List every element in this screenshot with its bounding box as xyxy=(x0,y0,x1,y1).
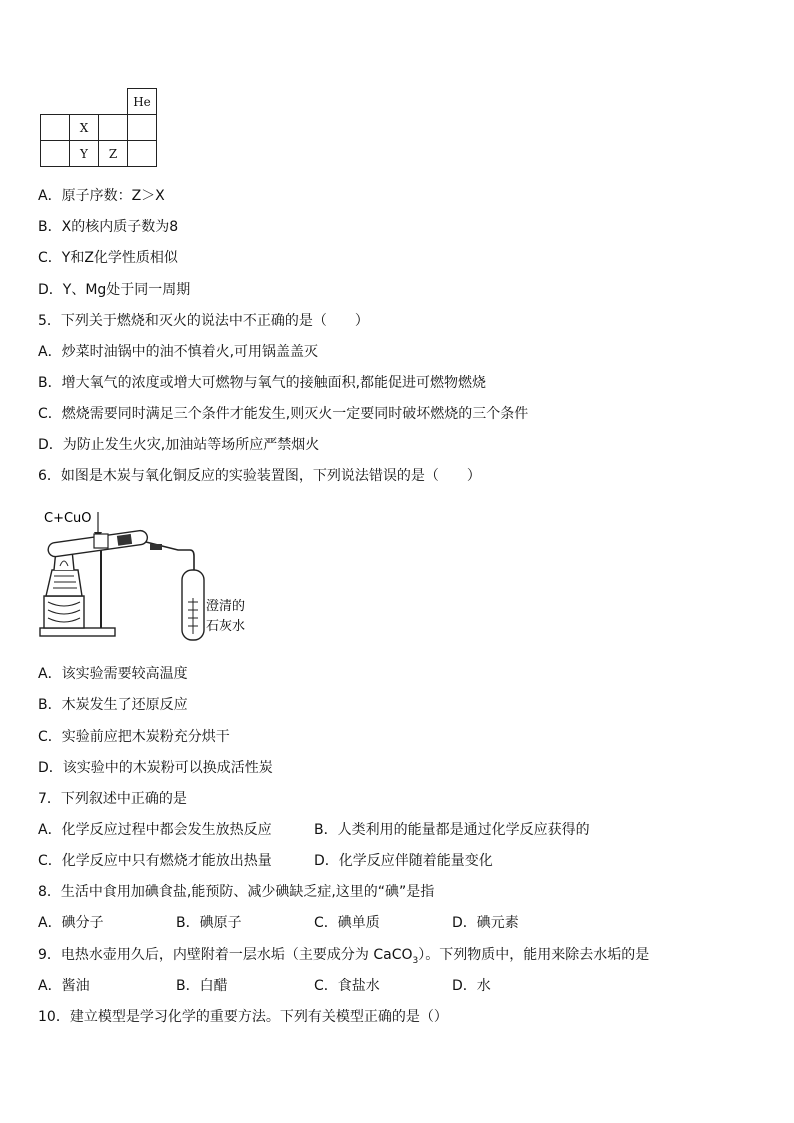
q6-option-c: C．实验前应把木炭粉充分烘干 xyxy=(38,729,230,745)
q9-stem xyxy=(38,946,649,970)
q6-option-a: A．该实验需要较高温度 xyxy=(38,666,188,682)
q10-stem: 10．建立模型是学习化学的重要方法。下列有关模型正确的是（） xyxy=(38,1009,448,1025)
table-cell xyxy=(99,115,128,141)
q6-option-d: D．该实验中的木炭粉可以换成活性炭 xyxy=(38,760,273,776)
q7-option-b: B．人类利用的能量都是通过化学反应获得的 xyxy=(314,822,590,838)
experiment-apparatus-diagram xyxy=(38,506,268,646)
label-limewater-2: 石灰水 xyxy=(206,619,246,634)
table-cell xyxy=(41,89,70,115)
q6-option-b: B．木炭发生了还原反应 xyxy=(38,697,188,713)
q5-option-d: D．为防止发生火灾,加油站等场所应严禁烟火 xyxy=(38,437,320,453)
periodic-table-fragment xyxy=(40,88,157,167)
apparatus-illustration xyxy=(38,506,268,646)
q9-stem-after: ）。下列物质中，能用来除去水垢的是 xyxy=(418,947,650,963)
q7-option-d: D．化学反应伴随着能量变化 xyxy=(314,853,493,869)
table-cell xyxy=(70,89,99,115)
q8-stem: 8．生活中食用加碘食盐,能预防、减少碘缺乏症,这里的“碘”是指 xyxy=(38,884,435,900)
q9-stem-subscript: 3 xyxy=(412,955,419,966)
q5-option-c: C．燃烧需要同时满足三个条件才能发生,则灭火一定要同时破坏燃烧的三个条件 xyxy=(38,406,529,422)
table-cell xyxy=(99,89,128,115)
label-c-cuo: C+CuO xyxy=(44,511,92,526)
table-cell-x: X xyxy=(70,115,99,141)
q4-option-d: D．Y、Mg处于同一周期 xyxy=(38,282,191,298)
q4-option-c: C．Y和Z化学性质相似 xyxy=(38,250,178,266)
table-cell-he: He xyxy=(128,89,157,115)
q6-stem: 6．如图是木炭与氧化铜反应的实验装置图，下列说法错误的是（ ） xyxy=(38,468,481,484)
q5-stem: 5．下列关于燃烧和灭火的说法中不正确的是（ ） xyxy=(38,313,369,329)
q7-option-c: C．化学反应中只有燃烧才能放出热量 xyxy=(38,853,272,869)
table-cell xyxy=(41,115,70,141)
q9-option-b: B．白醋 xyxy=(176,978,228,994)
table-cell xyxy=(41,141,70,167)
q4-option-b: B．X的核内质子数为8 xyxy=(38,219,179,235)
q4-option-a: A．原子序数：Z＞X xyxy=(38,188,165,204)
q8-option-c: C．碘单质 xyxy=(314,915,380,931)
q9-option-a: A．酱油 xyxy=(38,978,90,994)
q7-option-a: A．化学反应过程中都会发生放热反应 xyxy=(38,822,272,838)
q5-option-a: A．炒菜时油锅中的油不慎着火,可用锅盖盖灭 xyxy=(38,344,319,360)
table-cell-z: Z xyxy=(99,141,128,167)
table-cell-y: Y xyxy=(70,141,99,167)
q5-option-b: B．增大氧气的浓度或增大可燃物与氧气的接触面积,都能促进可燃物燃烧 xyxy=(38,375,487,391)
q8-option-d: D．碘元素 xyxy=(452,915,519,931)
table-cell xyxy=(128,115,157,141)
q9-option-d: D．水 xyxy=(452,978,491,994)
q8-option-b: B．碘原子 xyxy=(176,915,242,931)
table-cell xyxy=(128,141,157,167)
q9-option-c: C．食盐水 xyxy=(314,978,380,994)
label-limewater-1: 澄清的 xyxy=(206,599,246,614)
q9-stem-before: 9．电热水壶用久后，内壁附着一层水垢（主要成分为 CaCO xyxy=(38,947,413,963)
q7-stem: 7．下列叙述中正确的是 xyxy=(38,791,187,807)
q8-option-a: A．碘分子 xyxy=(38,915,104,931)
